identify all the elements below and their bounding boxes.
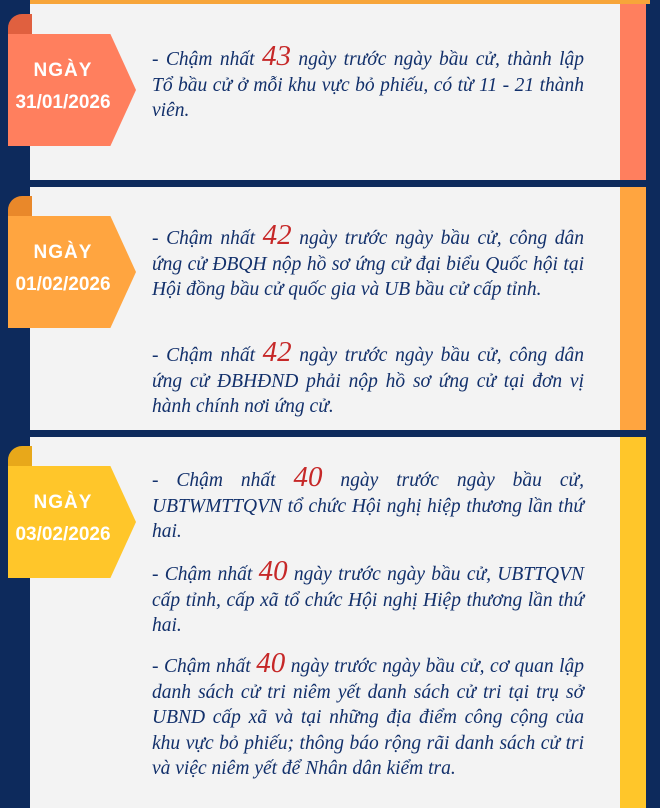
date-tab-2 [8,196,136,336]
deadline-number: 42 [262,219,292,251]
entry-text: ngày trước ngày bầu cử, UBTWMTTQVN tổ chức Hội nghị hiệp thương lần thứ hai. [152,470,584,542]
entry-prefix: - Chậm nhất [152,228,263,249]
tab-day-label-3: NGÀY [33,492,93,513]
entry-prefix: - Chậm nhất [152,49,262,70]
tab-body-1 [8,34,136,146]
tab-day-label-1: NGÀY [33,60,93,81]
tab-day-label-2: NGÀY [33,242,93,263]
tab-date-1: 31/01/2026 [15,92,111,113]
date-tab-1 [8,14,136,154]
deadline-number: 43 [261,40,291,72]
entry-text: ngày trước ngày bầu cử, cơ quan lập danh sách cử tri niêm yết danh sách cử tri tại trụ sở UBND cấp xã và tại những địa điểm công cộng của khu vực bỏ phiếu; thông báo rộng rãi danh sách cử tri và việc niêm yết để Nhân dân kiểm tra. [152,656,584,779]
entry-text: ngày trước ngày bầu cử, công dân ứng cử ĐBQH nộp hồ sơ ứng cử đại biểu Quốc hội tại Hội đồng bầu cử quốc gia và UB bầu cử cấp tỉnh. [152,228,585,300]
tab-date-2: 01/02/2026 [15,274,111,295]
entry-3-1 [152,461,584,545]
deadline-number: 40 [258,555,288,587]
entry-prefix: - Chậm nhất [152,564,259,585]
tab-body-3 [8,466,136,578]
entry-text: ngày trước ngày bầu cử, thành lập Tổ bầu cử ở mỗi khu vực bỏ phiếu, có từ 11 - 21 thành viên. [152,49,585,121]
tab-body-2 [8,216,136,328]
entry-2-1 [152,219,585,303]
entry-2-2 [152,336,585,420]
entry-text: ngày trước ngày bầu cử, công dân ứng cử ĐBHĐND phải nộp hồ sơ ứng cử tại đơn vị hành chính nơi ứng cử. [152,345,585,417]
entry-prefix: - Chậm nhất [152,656,257,677]
entry-1-1 [152,40,585,124]
entry-prefix: - Chậm nhất [152,470,294,491]
entry-prefix: - Chậm nhất [152,345,263,366]
entry-3-2 [152,555,584,639]
deadline-number: 42 [262,336,292,368]
entry-text: ngày trước ngày bầu cử, UBTTQVN cấp tỉnh, cấp xã tổ chức Hội nghị Hiệp thương lần thứ hai. [152,564,584,636]
color-sidebar-1 [620,4,646,180]
date-tab-3 [8,446,136,586]
entry-3-3 [152,647,584,782]
deadline-number: 40 [256,647,286,679]
tab-date-3: 03/02/2026 [15,524,111,545]
deadline-number: 40 [293,461,323,493]
color-sidebar-3 [620,437,646,808]
color-sidebar-2 [620,187,646,430]
